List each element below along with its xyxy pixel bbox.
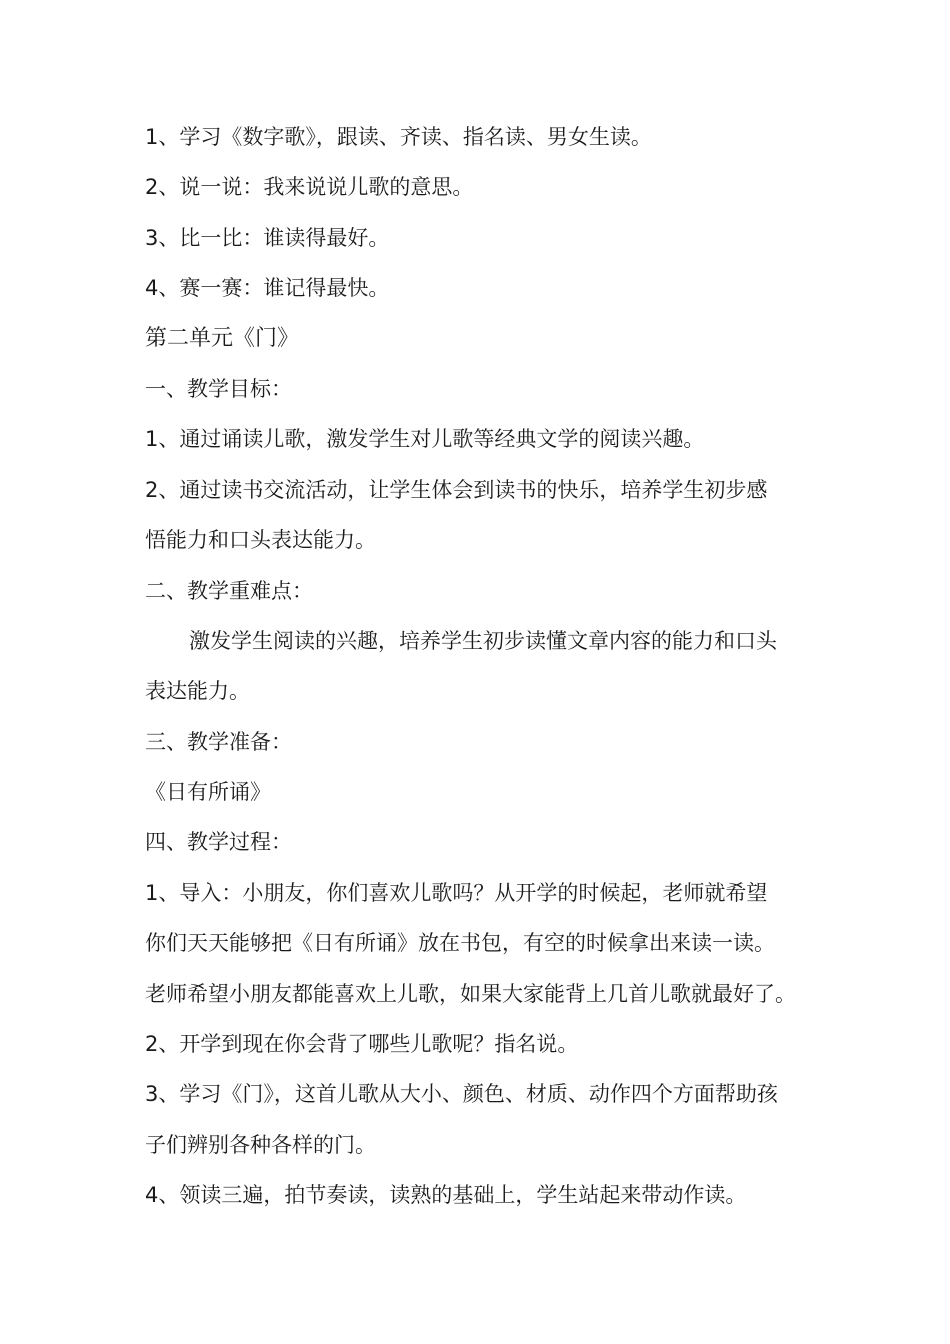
text-line: 1、学习《数字歌》，跟读、齐读、指名读、男女生读。 xyxy=(145,125,652,149)
text-line: 老师希望小朋友都能喜欢上儿歌，如果大家能背上几首儿歌就最好了。 xyxy=(145,981,796,1006)
text-line: 一、教学目标： xyxy=(145,376,292,401)
text-line: 三、教学准备： xyxy=(145,729,292,754)
text-line: 1、导入：小朋友，你们喜欢儿歌吗？从开学的时候起，老师就希望 xyxy=(145,880,768,905)
text-line: 四、教学过程： xyxy=(145,830,292,855)
text-line: 4、领读三遍，拍节奏读，读熟的基础上，学生站起来带动作读。 xyxy=(145,1183,747,1208)
text-line: 二、教学重难点： xyxy=(145,578,313,603)
text-line-indented: 激发学生阅读的兴趣，培养学生初步读懂文章内容的能力和口头 xyxy=(189,628,777,653)
text-line: 2、说一说：我来说说儿歌的意思。 xyxy=(145,175,474,200)
text-line: 子们辨别各种各样的门。 xyxy=(145,1132,376,1157)
text-line: 3、学习《门》，这首儿歌从大小、颜色、材质、动作四个方面帮助孩 xyxy=(145,1082,778,1107)
text-line: 表达能力。 xyxy=(145,679,250,704)
text-line: 4、赛一赛：谁记得最快。 xyxy=(145,276,390,301)
text-line: 3、比一比：谁读得最好。 xyxy=(145,225,390,250)
text-line: 你们天天能够把《日有所诵》放在书包，有空的时候拿出来读一读。 xyxy=(145,931,775,956)
section-heading: 第二单元《门》 xyxy=(145,325,300,351)
text-line: 2、通过读书交流活动，让学生体会到读书的快乐，培养学生初步感 xyxy=(145,477,768,502)
document-body xyxy=(145,112,825,1221)
text-line: 悟能力和口头表达能力。 xyxy=(145,528,376,553)
text-line: 2、开学到现在你会背了哪些儿歌呢？指名说。 xyxy=(145,1032,579,1057)
text-line: 《日有所诵》 xyxy=(145,780,271,805)
text-line: 1、通过诵读儿歌，激发学生对儿歌等经典文学的阅读兴趣。 xyxy=(145,427,705,452)
